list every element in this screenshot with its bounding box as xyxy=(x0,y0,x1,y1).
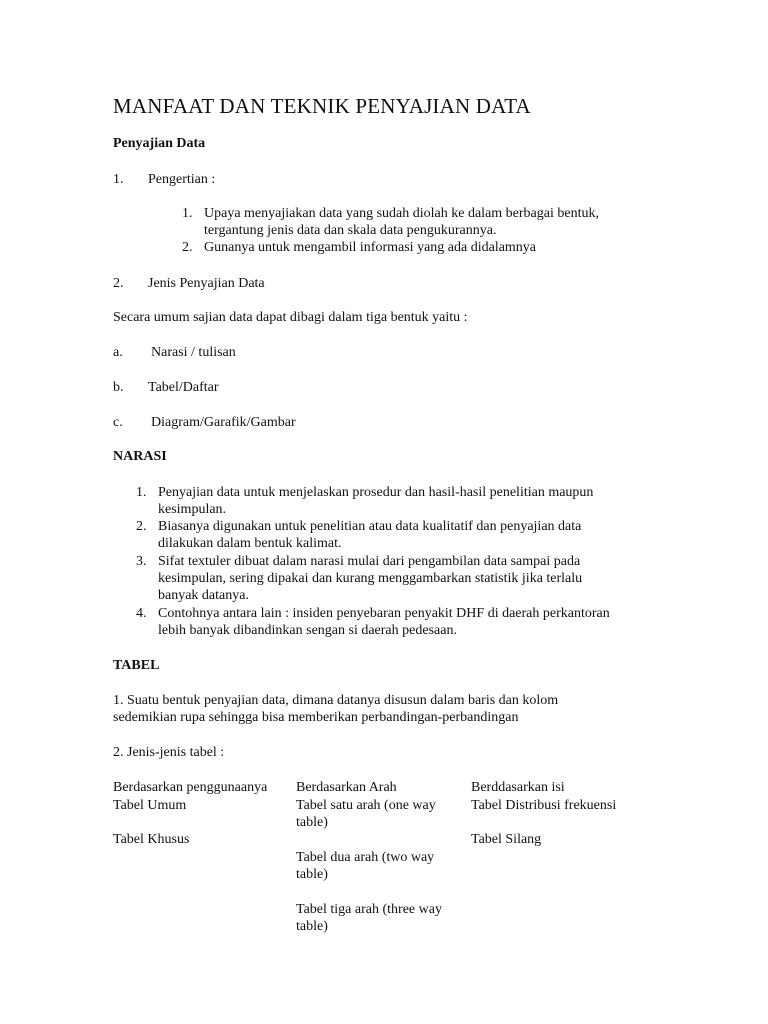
table-cell: Tabel Silang xyxy=(471,832,542,847)
list-item-line: Gunanya untuk mengambil informasi yang ada didalamnya xyxy=(204,240,537,255)
list-item-line: Biasanya digunakan untuk penelitian atau data kualitatif dan penyajian data xyxy=(158,519,582,534)
section-1-label: Pengertian : xyxy=(148,172,216,187)
table-cell: Tabel satu arah (one way xyxy=(296,798,436,813)
table-column-header: Berddasarkan isi xyxy=(471,780,565,795)
tabel-point-2: 2. Jenis-jenis tabel : xyxy=(113,745,225,760)
table-cell: Tabel dua arah (two way xyxy=(296,850,435,865)
list-item-line: kesimpulan. xyxy=(158,502,227,517)
tabel-heading: TABEL xyxy=(113,658,160,673)
section-2-number: 2. xyxy=(113,276,124,291)
list-item-line: dilakukan dalam bentuk kalimat. xyxy=(158,536,342,551)
section-2-intro: Secara umum sajian data dapat dibagi dalam tiga bentuk yaitu : xyxy=(113,310,468,325)
form-text: Tabel/Daftar xyxy=(148,380,219,395)
list-item-line: Penyajian data untuk menjelaskan prosedur dan hasil-hasil penelitian maupun xyxy=(158,485,594,500)
page-title: MANFAAT DAN TEKNIK PENYAJIAN DATA xyxy=(113,94,531,118)
form-text: Narasi / tulisan xyxy=(151,345,236,360)
table-cell: Tabel Khusus xyxy=(113,832,190,847)
form-letter: a. xyxy=(113,345,123,360)
table-column-header: Berdasarkan penggunaanya xyxy=(113,780,268,795)
list-item-number: 2. xyxy=(136,519,147,534)
form-text: Diagram/Garafik/Gambar xyxy=(151,415,296,430)
list-item-line: Sifat textuler dibuat dalam narasi mulai dari pengambilan data sampai pada xyxy=(158,554,581,569)
list-item-number: 1. xyxy=(182,206,193,221)
tabel-point-1-line: sedemikian rupa sehingga bisa memberikan perbandingan-perbandingan xyxy=(113,710,519,725)
table-cell: table) xyxy=(296,919,328,934)
list-item-line: Upaya menyajiakan data yang sudah diolah ke dalam berbagai bentuk, xyxy=(204,206,599,221)
table-cell: table) xyxy=(296,867,328,882)
list-item-line: Contohnya antara lain : insiden penyebaran penyakit DHF di daerah perkantoran xyxy=(158,606,610,621)
section-subtitle: Penyajian Data xyxy=(113,136,206,151)
list-item-line: banyak datanya. xyxy=(158,588,249,603)
table-cell: table) xyxy=(296,815,328,830)
table-cell: Tabel tiga arah (three way xyxy=(296,902,442,917)
list-item-number: 2. xyxy=(182,240,193,255)
table-column-header: Berdasarkan Arah xyxy=(296,780,397,795)
section-2-label: Jenis Penyajian Data xyxy=(148,276,265,291)
tabel-point-1-line: 1. Suatu bentuk penyajian data, dimana datanya disusun dalam baris dan kolom xyxy=(113,693,559,708)
list-item-line: kesimpulan, sering dipakai dan kurang menggambarkan statistik jika terlalu xyxy=(158,571,583,586)
section-1-number: 1. xyxy=(113,172,124,187)
list-item-number: 4. xyxy=(136,606,147,621)
table-cell: Tabel Distribusi frekuensi xyxy=(471,798,617,813)
table-cell: Tabel Umum xyxy=(113,798,187,813)
list-item-number: 3. xyxy=(136,554,147,569)
narasi-heading: NARASI xyxy=(113,449,167,464)
list-item-line: lebih banyak dibandinkan sengan si daerah pedesaan. xyxy=(158,623,457,638)
form-letter: b. xyxy=(113,380,124,395)
list-item-number: 1. xyxy=(136,485,147,500)
form-letter: c. xyxy=(113,415,123,430)
list-item-line: tergantung jenis data dan skala data pengukurannya. xyxy=(204,223,497,238)
